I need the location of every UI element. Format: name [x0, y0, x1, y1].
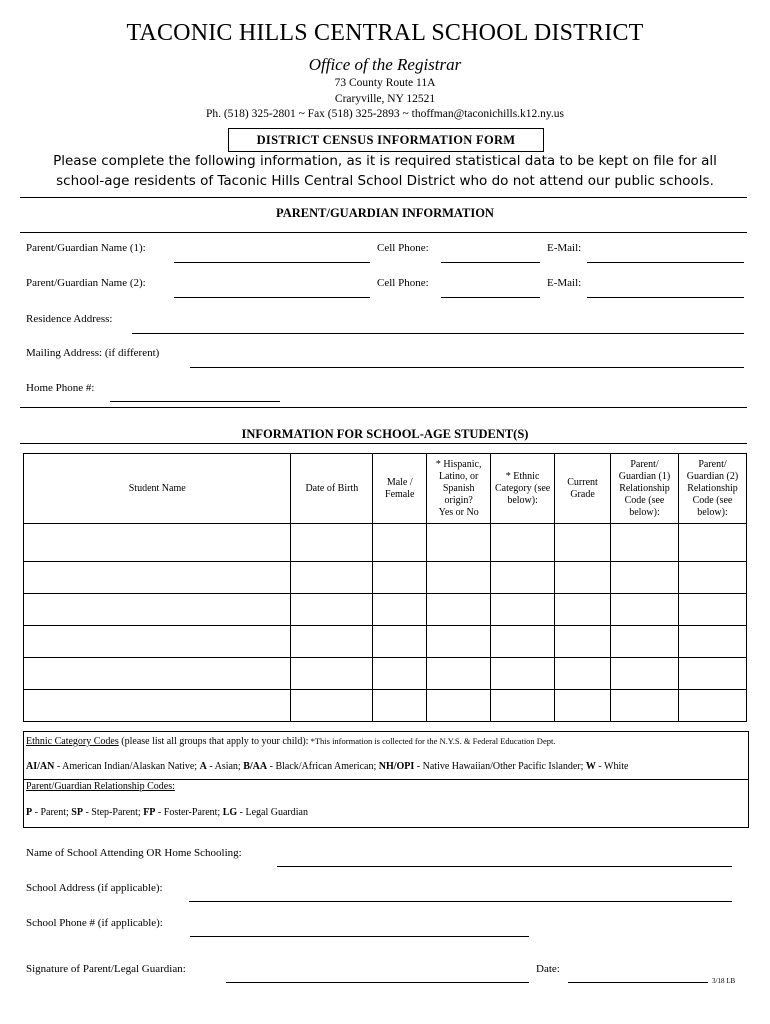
home-phone-label: Home Phone #:: [26, 382, 95, 394]
table-cell[interactable]: [555, 658, 611, 690]
col-hispanic-line: * Hispanic,: [435, 458, 482, 470]
ethnic-codes-suffix: (please list all groups that apply to your child):: [118, 736, 309, 747]
table-cell[interactable]: [427, 594, 491, 626]
form-title: DISTRICT CENSUS INFORMATION FORM: [228, 128, 544, 152]
code-text: - Foster-Parent;: [155, 807, 223, 818]
col-date-of-birth: Date of Birth: [291, 454, 373, 524]
table-cell[interactable]: [491, 594, 555, 626]
col-guardian1-code: [611, 454, 679, 524]
table-row: [24, 524, 747, 562]
table-cell[interactable]: [491, 562, 555, 594]
school-name-field[interactable]: [277, 866, 732, 867]
col-pg1-line: Parent/: [630, 458, 659, 470]
table-cell[interactable]: [491, 690, 555, 722]
col-student-name: Student Name: [24, 454, 291, 524]
col-grade-line: Current: [567, 476, 598, 488]
date-label: Date:: [536, 963, 560, 975]
col-sex: [373, 454, 427, 524]
school-address-field[interactable]: [189, 901, 732, 902]
codes-divider: [24, 779, 748, 780]
ethnic-codes-note: *This information is collected for the N.Y.S. & Federal Education Dept.: [308, 736, 556, 746]
table-cell[interactable]: [611, 562, 679, 594]
table-cell[interactable]: [24, 658, 291, 690]
ethnic-codes-title: Ethnic Category Codes: [26, 736, 119, 747]
code-nhopi: NH/OPI: [378, 761, 415, 772]
date-field[interactable]: [568, 982, 708, 983]
residence-field[interactable]: [132, 333, 744, 334]
table-cell[interactable]: [678, 690, 746, 722]
table-cell[interactable]: [427, 562, 491, 594]
table-cell[interactable]: [678, 658, 746, 690]
table-cell[interactable]: [373, 594, 427, 626]
col-pg1-line: Relationship: [619, 482, 670, 494]
code-text: - Legal Guardian: [237, 807, 308, 818]
col-ethnic-line: Category (see: [494, 482, 551, 494]
table-row: [24, 562, 747, 594]
student-table: [23, 453, 747, 722]
signature-label: Signature of Parent/Legal Guardian:: [26, 963, 186, 975]
district-title: TACONIC HILLS CENTRAL SCHOOL DISTRICT: [126, 20, 644, 46]
col-grade-line: Grade: [570, 488, 595, 500]
table-cell[interactable]: [24, 562, 291, 594]
table-cell[interactable]: [491, 658, 555, 690]
table-cell[interactable]: [291, 658, 373, 690]
signature-field[interactable]: [226, 982, 529, 983]
code-text: - Black/African American;: [267, 761, 379, 772]
table-cell[interactable]: [611, 658, 679, 690]
col-ethnic-line: below):: [507, 494, 538, 506]
parent1-cell-field[interactable]: [441, 262, 540, 263]
table-cell[interactable]: [491, 626, 555, 658]
code-text: - White: [595, 761, 629, 772]
parent1-cell-label: Cell Phone:: [377, 242, 429, 254]
table-cell[interactable]: [611, 626, 679, 658]
mailing-field[interactable]: [190, 367, 744, 368]
code-text: - Asian;: [206, 761, 244, 772]
mailing-label: Mailing Address: (if different): [26, 347, 160, 359]
table-cell[interactable]: [427, 626, 491, 658]
col-guardian2-code: [678, 454, 746, 524]
student-section-heading: INFORMATION FOR SCHOOL-AGE STUDENT(S): [241, 427, 529, 441]
col-hispanic-line: Spanish: [442, 482, 475, 494]
table-cell[interactable]: [427, 524, 491, 562]
divider: [20, 407, 747, 408]
instructions-line-2: school-age residents of Taconic Hills Central School District who do not attend our public schools.: [56, 173, 714, 189]
code-text: - Parent;: [32, 807, 72, 818]
parent1-name-field[interactable]: [174, 262, 370, 263]
col-current-grade: [555, 454, 611, 524]
table-cell[interactable]: [611, 524, 679, 562]
address-line-1: 73 County Route 11A: [334, 77, 436, 89]
table-cell[interactable]: [611, 594, 679, 626]
divider: [20, 197, 747, 198]
table-cell[interactable]: [555, 562, 611, 594]
parent2-name-field[interactable]: [174, 297, 370, 298]
parent1-email-label: E-Mail:: [547, 242, 582, 254]
code-lg: LG: [222, 807, 238, 818]
col-pg2-line: below):: [697, 506, 728, 518]
relationship-codes-list: [26, 807, 308, 818]
table-cell[interactable]: [555, 626, 611, 658]
relationship-codes-title: Parent/Guardian Relationship Codes:: [26, 781, 175, 792]
contact-line: Ph. (518) 325-2801 ~ Fax (518) 325-2893 ~ thoffman@taconichills.k12.ny.us: [205, 108, 565, 120]
code-text: - Native Hawaiian/Other Pacific Islander;: [414, 761, 586, 772]
school-name-label: Name of School Attending OR Home Schooling:: [26, 847, 242, 859]
col-pg2-line: Parent/: [698, 458, 727, 470]
parent1-email-field[interactable]: [587, 262, 744, 263]
school-phone-label: School Phone # (if applicable):: [26, 917, 163, 929]
parent2-name-label: Parent/Guardian Name (2):: [26, 277, 146, 289]
parent1-name-label: Parent/Guardian Name (1):: [26, 242, 146, 254]
code-a: A: [199, 761, 207, 772]
col-sex-line: Male /: [386, 476, 413, 488]
table-cell[interactable]: [555, 594, 611, 626]
code-fp: FP: [143, 807, 156, 818]
col-hispanic-line: Yes or No: [438, 506, 479, 518]
table-cell[interactable]: [373, 690, 427, 722]
table-cell[interactable]: [291, 626, 373, 658]
col-sex-line: Female: [385, 488, 415, 500]
col-pg2-line: Relationship: [687, 482, 738, 494]
ethnic-codes-title-line: [26, 736, 555, 747]
table-cell[interactable]: [24, 524, 291, 562]
col-pg1-line: Code (see: [624, 494, 665, 506]
parent-section-heading: PARENT/GUARDIAN INFORMATION: [276, 206, 494, 220]
col-pg2-line: Guardian (2): [686, 470, 739, 482]
footer-code: 3/18 LB: [712, 977, 736, 985]
col-ethnic-category: [491, 454, 555, 524]
divider: [20, 232, 747, 233]
code-w: W: [585, 761, 596, 772]
home-phone-field[interactable]: [110, 401, 280, 402]
parent2-cell-label: Cell Phone:: [377, 277, 429, 289]
table-cell[interactable]: [291, 690, 373, 722]
parent2-cell-field[interactable]: [441, 297, 540, 298]
divider: [20, 443, 747, 444]
col-pg2-line: Code (see: [692, 494, 733, 506]
codes-box: [23, 731, 749, 828]
table-cell[interactable]: [611, 690, 679, 722]
parent2-email-field[interactable]: [587, 297, 744, 298]
table-cell[interactable]: [373, 524, 427, 562]
table-cell[interactable]: [24, 594, 291, 626]
office-subtitle: Office of the Registrar: [308, 55, 462, 74]
table-cell[interactable]: [555, 690, 611, 722]
table-cell[interactable]: [678, 562, 746, 594]
table-cell[interactable]: [373, 562, 427, 594]
code-baa: B/AA: [243, 761, 268, 772]
table-cell[interactable]: [678, 524, 746, 562]
col-pg1-line: below):: [629, 506, 660, 518]
table-row: [24, 626, 747, 658]
table-cell[interactable]: [555, 524, 611, 562]
code-aian: AI/AN: [26, 761, 55, 772]
school-address-label: School Address (if applicable):: [26, 882, 163, 894]
table-cell[interactable]: [678, 594, 746, 626]
table-cell[interactable]: [291, 524, 373, 562]
school-phone-field[interactable]: [190, 936, 529, 937]
code-p: P: [26, 807, 33, 818]
instructions-line-1: Please complete the following information, as it is required statistical data to be kept on file for all: [53, 153, 717, 169]
table-cell[interactable]: [291, 594, 373, 626]
ethnic-codes-list: [26, 761, 629, 772]
table-header-row: [24, 454, 747, 524]
instructions: [0, 151, 770, 191]
table-cell[interactable]: [24, 690, 291, 722]
table-row: [24, 594, 747, 626]
residence-label: Residence Address:: [26, 313, 113, 325]
code-text: - American Indian/Alaskan Native;: [54, 761, 200, 772]
table-cell[interactable]: [291, 562, 373, 594]
col-pg1-line: Guardian (1): [618, 470, 671, 482]
table-cell[interactable]: [678, 626, 746, 658]
table-cell[interactable]: [373, 626, 427, 658]
table-cell[interactable]: [373, 658, 427, 690]
table-cell[interactable]: [491, 524, 555, 562]
table-cell[interactable]: [427, 690, 491, 722]
col-hispanic-line: Latino, or: [438, 470, 479, 482]
parent2-email-label: E-Mail:: [547, 277, 582, 289]
code-sp: SP: [71, 807, 83, 818]
table-row: [24, 690, 747, 722]
col-hispanic: [427, 454, 491, 524]
col-hispanic-line: origin?: [444, 494, 473, 506]
table-row: [24, 658, 747, 690]
table-cell[interactable]: [427, 658, 491, 690]
table-cell[interactable]: [24, 626, 291, 658]
address-line-2: Craryville, NY 12521: [334, 93, 436, 105]
col-ethnic-line: * Ethnic: [505, 470, 540, 482]
code-text: - Step-Parent;: [82, 807, 144, 818]
